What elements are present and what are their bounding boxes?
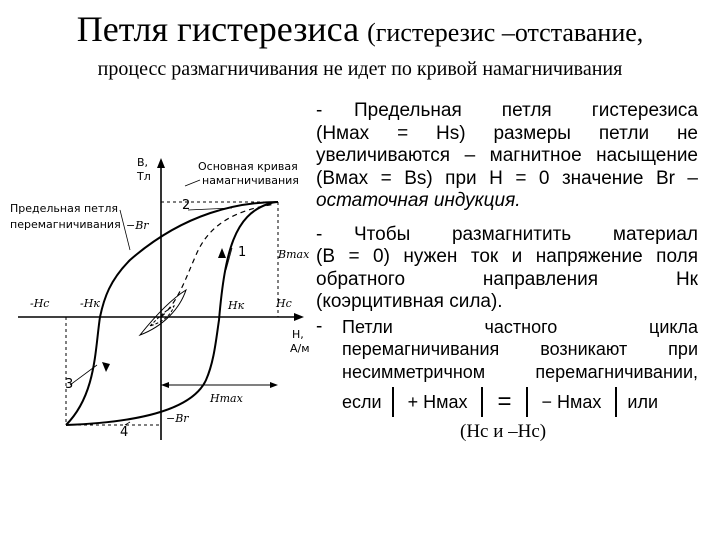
hk-label: Hк (228, 299, 245, 312)
bullet-3-line-3: несимметричном перемагничивании, (342, 361, 698, 382)
bullet-1-text-1: Предельная петля гистерезиса (354, 100, 698, 121)
neg-br-top-label: −Br (126, 219, 149, 232)
bullet-1-line-1 (316, 100, 698, 123)
neg-hk-label: -Hк (80, 297, 100, 310)
bullet-minor-loops (316, 316, 698, 444)
neg-hc-label: -Hc (30, 297, 50, 310)
bullet-3-line-2: перемагничивания возникают при (342, 339, 698, 359)
title-main: Петля гистерезиса (76, 9, 360, 49)
y-axis-arrow (157, 158, 165, 168)
bullet-1-dash: - (316, 100, 323, 121)
hysteresis-svg (0, 140, 330, 440)
y-axis-label-b: B, (137, 156, 149, 169)
minor-loop-outer (140, 290, 186, 335)
hmax-label: Hmax (210, 392, 243, 405)
main-curve-leader (185, 180, 200, 186)
cond-eq: = (497, 387, 512, 415)
abs-bar (392, 387, 394, 417)
cond-plus-hmax: + Hмах (407, 391, 468, 412)
page-subtitle: процесс размагничивания не идет по кривой намагничивания (97, 58, 623, 80)
hc-label: Hc (276, 297, 292, 310)
descending-arrow (102, 362, 110, 372)
bullet-3-line-1: Петли частного цикла (342, 316, 698, 337)
curve-label-3: 3 (65, 377, 74, 392)
main-curve-label-1: Основная кривая (198, 160, 298, 173)
x-axis-label-unit: А/м (290, 342, 310, 355)
bullet-limit-loop (316, 100, 698, 213)
label-3-leader (70, 365, 97, 385)
hysteresis-diagram (0, 140, 330, 440)
abs-bar (615, 387, 617, 417)
main-curve-label-2: намагничивания (202, 174, 299, 187)
bullet-demagnetize (316, 224, 698, 314)
bullet-3-hc: (Hc и –Hc) (460, 421, 547, 442)
main-magnetization-curve (161, 204, 275, 317)
hmax-arrow-left (161, 382, 169, 388)
curve-label-2: 2 (182, 198, 191, 213)
x-axis-label-h: H, (292, 328, 304, 341)
y-axis-label-unit: Тл (137, 170, 151, 183)
bullet-1-line-2: (Hмах = Hs) размеры петли не (316, 122, 698, 144)
ascending-arrow (218, 248, 226, 258)
cond-minus-hmax: − Hмах (541, 391, 602, 412)
abs-bar (481, 387, 483, 417)
bullet-2-dash: - (316, 223, 323, 245)
title-paren: (гистерезис –отставание, (367, 18, 644, 47)
bullet-3-condition (342, 387, 698, 417)
x-axis-arrow (294, 313, 304, 321)
bullet-1-line-4: (Bмах = Bs) при H = 0 значение Br – (316, 167, 698, 189)
bullet-1-line-5: остаточная индукция. (316, 190, 521, 211)
bullet-2-text-1: Чтобы размагнитить материал (354, 223, 698, 245)
cond-if: если (342, 391, 382, 412)
bullet-3-body (342, 316, 698, 444)
bullet-3-dash: - (316, 315, 323, 337)
page-title (0, 8, 720, 50)
bullet-list (316, 100, 698, 444)
curve-label-4: 4 (120, 425, 129, 440)
bullet-2-line-1 (316, 224, 698, 247)
bullet-2-line-3: обратного направления Нк (316, 268, 698, 290)
bullet-1-line-3: увеличиваются – магнитное насыщение (316, 145, 698, 166)
cond-or: или (627, 391, 659, 412)
bmax-label: Bmax (278, 248, 310, 261)
abs-bar (526, 387, 528, 417)
limit-loop-label-2: перемагничивания (10, 218, 121, 231)
bullet-2-line-4: (коэрцитивная сила). (316, 291, 503, 312)
bullet-2-line-2: (В = 0) нужен ток и напряжение поля (316, 246, 698, 267)
hmax-arrow-right (270, 382, 278, 388)
neg-br-bottom-label: −Br (166, 412, 189, 425)
curve-label-1: 1 (238, 245, 247, 260)
limit-loop-label-1: Предельная петля (10, 202, 118, 215)
